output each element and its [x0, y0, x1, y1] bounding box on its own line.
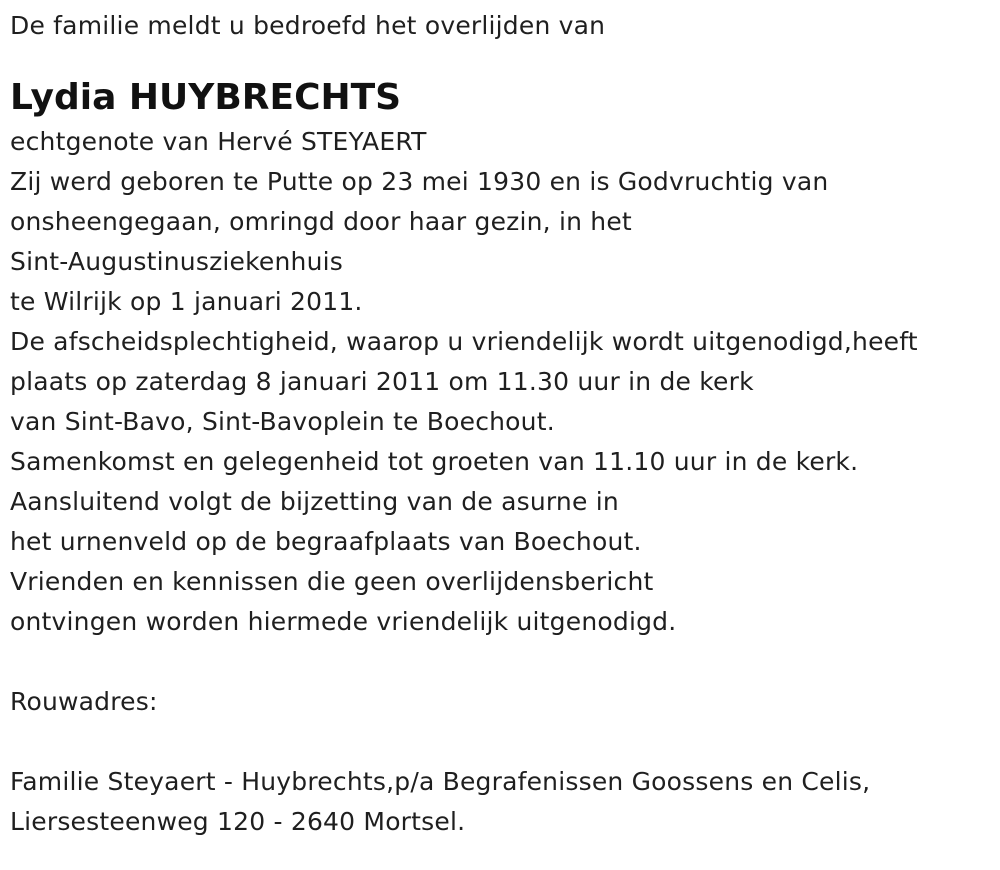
- notice-intro: De familie meldt u bedroefd het overlijden van: [10, 11, 606, 40]
- mourning-address: [10, 762, 990, 842]
- body-line: Sint-Augustinusziekenhuis: [10, 247, 344, 276]
- address-line: Liersesteenweg 120 - 2640 Mortsel.: [10, 807, 466, 836]
- body-line: het urnenveld op de begraafplaats van Boechout.: [10, 527, 642, 556]
- spouse-line: echtgenote van Hervé STEYAERT: [10, 127, 427, 156]
- body-line: van Sint-Bavo, Sint-Bavoplein te Boechout.: [10, 407, 555, 436]
- body-line: De afscheidsplechtigheid, waarop u vriendelijk wordt uitgenodigd,heeft: [10, 327, 918, 356]
- obituary-notice: [10, 6, 990, 842]
- address-label: Rouwadres:: [10, 687, 158, 716]
- spacer: [10, 642, 990, 682]
- body-line: Zij werd geboren te Putte op 23 mei 1930 en is Godvruchtig van: [10, 167, 829, 196]
- body-line: te Wilrijk op 1 januari 2011.: [10, 287, 363, 316]
- spacer: [10, 722, 990, 762]
- notice-body: [10, 162, 990, 642]
- body-line: plaats op zaterdag 8 januari 2011 om 11.30 uur in de kerk: [10, 367, 754, 396]
- body-line: ontvingen worden hiermede vriendelijk uitgenodigd.: [10, 607, 677, 636]
- address-line: Familie Steyaert - Huybrechts,p/a Begrafenissen Goossens en Celis,: [10, 767, 871, 796]
- body-line: Vrienden en kennissen die geen overlijdensbericht: [10, 567, 654, 596]
- body-line: onsheengegaan, omringd door haar gezin, in het: [10, 207, 632, 236]
- body-line: Samenkomst en gelegenheid tot groeten van 11.10 uur in de kerk.: [10, 447, 859, 476]
- body-line: Aansluitend volgt de bijzetting van de asurne in: [10, 487, 619, 516]
- deceased-name: Lydia HUYBRECHTS: [10, 77, 402, 118]
